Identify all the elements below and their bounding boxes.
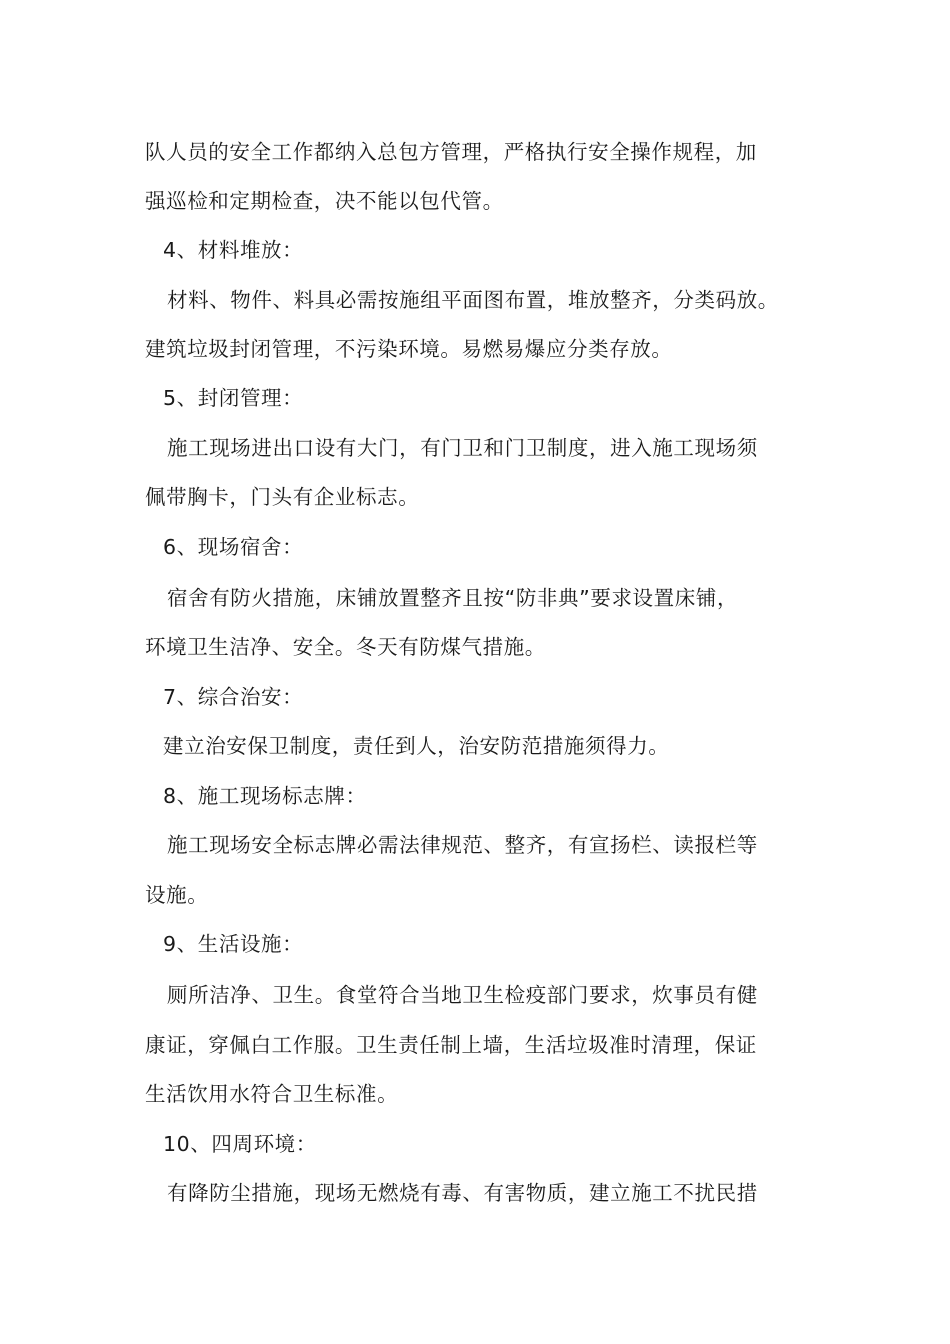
body-line: 宿舍有防火措施，床铺放置整齐且按“防非典”要求设置床铺， [167, 586, 739, 610]
section-heading: 8、施工现场标志牌： [163, 784, 367, 808]
body-line: 建筑垃圾封闭管理，不污染环境。易燃易爆应分类存放。 [145, 337, 673, 361]
section-heading: 6、现场宿舍： [163, 535, 304, 559]
body-line: 环境卫生洁净、安全。冬天有防煤气措施。 [145, 635, 546, 659]
section-heading: 9、生活设施： [163, 932, 304, 956]
section-heading: 10、四周环境： [163, 1132, 317, 1156]
body-line: 有降防尘措施，现场无燃烧有毒、有害物质，建立施工不扰民措 [167, 1181, 758, 1205]
body-line: 材料、物件、料具必需按施组平面图布置，堆放整齐，分类码放。 [167, 288, 779, 312]
section-heading: 5、封闭管理： [163, 386, 304, 410]
body-line: 康证，穿佩白工作服。卫生责任制上墙，生活垃圾准时清理，保证 [145, 1033, 757, 1057]
section-heading: 4、材料堆放： [163, 238, 304, 262]
body-line: 施工现场进出口设有大门，有门卫和门卫制度，进入施工现场须 [167, 436, 758, 460]
section-heading: 7、综合治安： [163, 685, 304, 709]
body-line: 设施。 [145, 883, 209, 907]
body-line: 队人员的安全工作都纳入总包方管理，严格执行安全操作规程，加 [145, 140, 757, 164]
body-line: 生活饮用水符合卫生标准。 [145, 1082, 399, 1106]
body-line: 施工现场安全标志牌必需法律规范、整齐，有宣扬栏、读报栏等 [167, 833, 758, 857]
body-line: 强巡检和定期检查，决不能以包代管。 [145, 189, 504, 213]
body-line: 佩带胸卡，门头有企业标志。 [145, 485, 420, 509]
body-line: 厕所洁净、卫生。食堂符合当地卫生检疫部门要求，炊事员有健 [167, 983, 758, 1007]
body-line: 建立治安保卫制度，责任到人，治安防范措施须得力。 [163, 734, 670, 758]
